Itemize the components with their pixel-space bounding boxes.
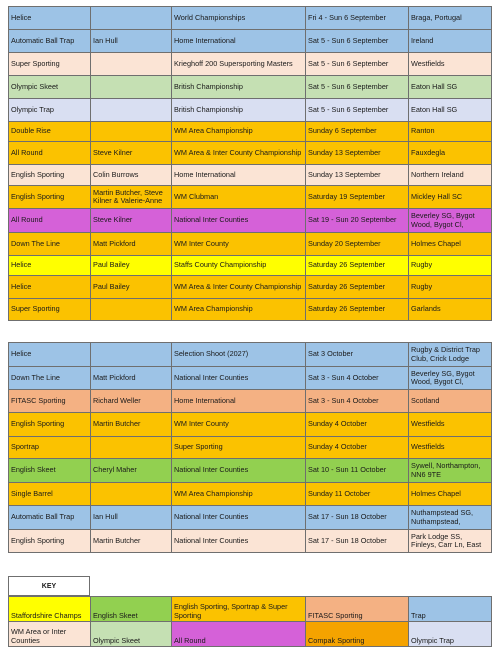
venue-cell: Westfields: [409, 413, 492, 437]
date-cell: Sunday 11 October: [306, 483, 409, 506]
discipline-cell: Sportrap: [9, 437, 91, 459]
key-swatch-label: English Sporting, Sportrap & Super Sporting: [172, 597, 306, 622]
venue-cell: Mickley Hall SC: [409, 186, 492, 209]
team-member-cell: Ian Hull: [91, 506, 172, 530]
date-cell: Sunday 13 September: [306, 165, 409, 186]
event-cell: Home International: [172, 165, 306, 186]
venue-cell: Park Lodge SS, Finleys, Carr Ln, East: [409, 530, 492, 553]
key-swatch-label: Staffordshire Champs: [9, 597, 91, 622]
event-cell: WM Area Championship: [172, 122, 306, 142]
team-member-cell: Richard Weller: [91, 390, 172, 413]
discipline-cell: Down The Line: [9, 233, 91, 256]
venue-cell: Nuthampstead SG, Nuthampstead,: [409, 506, 492, 530]
discipline-cell: Olympic Trap: [9, 99, 91, 122]
event-cell: WM Area Championship: [172, 483, 306, 506]
date-cell: Sat 5 - Sun 6 September: [306, 53, 409, 76]
date-cell: Sunday 4 October: [306, 437, 409, 459]
fixture-row: [9, 53, 492, 76]
team-member-cell: Cheryl Maher: [91, 459, 172, 483]
venue-cell: Beverley SG, Bygot Wood, Bygot Cl,: [409, 209, 492, 233]
team-member-cell: [91, 7, 172, 30]
team-member-cell: Colin Burrows: [91, 165, 172, 186]
fixture-row: [9, 7, 492, 30]
team-member-cell: Paul Bailey: [91, 276, 172, 299]
fixture-row: [9, 233, 492, 256]
fixture-row: [9, 142, 492, 165]
key-row: [9, 597, 492, 622]
discipline-cell: FITASC Sporting: [9, 390, 91, 413]
date-cell: Sat 17 - Sun 18 October: [306, 506, 409, 530]
fixture-row: [9, 437, 492, 459]
discipline-cell: Helice: [9, 343, 91, 367]
venue-cell: Ireland: [409, 30, 492, 53]
date-cell: Sat 3 - Sun 4 October: [306, 367, 409, 390]
event-cell: British Championship: [172, 76, 306, 99]
fixture-row: [9, 99, 492, 122]
date-cell: Sat 5 - Sun 6 September: [306, 30, 409, 53]
fixture-row: [9, 186, 492, 209]
discipline-cell: Double Rise: [9, 122, 91, 142]
fixtures-table-october: [8, 342, 492, 553]
fixture-row: [9, 390, 492, 413]
team-member-cell: Matt Pickford: [91, 233, 172, 256]
team-member-cell: Martin Butcher: [91, 530, 172, 553]
fixtures-table-october-body: [9, 343, 492, 553]
discipline-cell: Automatic Ball Trap: [9, 30, 91, 53]
discipline-cell: English Sporting: [9, 530, 91, 553]
fixture-row: [9, 506, 492, 530]
date-cell: Sunday 6 September: [306, 122, 409, 142]
discipline-cell: Olympic Skeet: [9, 76, 91, 99]
fixture-row: [9, 122, 492, 142]
discipline-cell: Automatic Ball Trap: [9, 506, 91, 530]
team-member-cell: [91, 483, 172, 506]
fixture-row: [9, 30, 492, 53]
team-member-cell: Steve Kilner: [91, 209, 172, 233]
date-cell: Sat 17 - Sun 18 October: [306, 530, 409, 553]
venue-cell: Beverley SG, Bygot Wood, Bygot Cl,: [409, 367, 492, 390]
team-member-cell: Matt Pickford: [91, 367, 172, 390]
fixture-row: [9, 459, 492, 483]
key-swatch-label: WM Area or Inter Counties: [9, 622, 91, 647]
date-cell: Sunday 13 September: [306, 142, 409, 165]
fixture-row: [9, 165, 492, 186]
team-member-cell: [91, 53, 172, 76]
venue-cell: Eaton Hall SG: [409, 99, 492, 122]
event-cell: WM Inter County: [172, 233, 306, 256]
fixture-row: [9, 76, 492, 99]
date-cell: Sat 5 - Sun 6 September: [306, 99, 409, 122]
key-swatch-label: Olympic Skeet: [91, 622, 172, 647]
event-cell: Super Sporting: [172, 437, 306, 459]
fixture-row: [9, 343, 492, 367]
key-swatch-label: Olympic Trap: [409, 622, 492, 647]
key-swatch-label: Compak Sporting: [306, 622, 409, 647]
team-member-cell: [91, 343, 172, 367]
venue-cell: Westfields: [409, 53, 492, 76]
venue-cell: Sywell, Northampton, NN6 9TE: [409, 459, 492, 483]
key-swatch-label: FITASC Sporting: [306, 597, 409, 622]
team-member-cell: [91, 122, 172, 142]
key-title: KEY: [8, 576, 90, 596]
date-cell: Sat 3 October: [306, 343, 409, 367]
fixtures-table-september-body: [9, 7, 492, 321]
event-cell: World Championships: [172, 7, 306, 30]
fixture-row: [9, 276, 492, 299]
date-cell: Sat 19 - Sun 20 September: [306, 209, 409, 233]
fixture-row: [9, 413, 492, 437]
date-cell: Sat 3 - Sun 4 October: [306, 390, 409, 413]
venue-cell: Scotland: [409, 390, 492, 413]
discipline-cell: Single Barrel: [9, 483, 91, 506]
team-member-cell: Martin Butcher: [91, 413, 172, 437]
key-swatch-label: English Skeet: [91, 597, 172, 622]
event-cell: Krieghoff 200 Supersporting Masters: [172, 53, 306, 76]
event-cell: Staffs County Championship: [172, 256, 306, 276]
event-cell: WM Area Championship: [172, 299, 306, 321]
event-cell: Selection Shoot (2027): [172, 343, 306, 367]
date-cell: Fri 4 - Sun 6 September: [306, 7, 409, 30]
event-cell: Home International: [172, 30, 306, 53]
date-cell: Saturday 19 September: [306, 186, 409, 209]
venue-cell: Ranton: [409, 122, 492, 142]
fixture-row: [9, 209, 492, 233]
discipline-cell: English Sporting: [9, 186, 91, 209]
discipline-cell: English Sporting: [9, 413, 91, 437]
date-cell: Sunday 20 September: [306, 233, 409, 256]
team-member-cell: Martin Butcher, Steve Kilner & Valerie-Anne: [91, 186, 172, 209]
key-swatch-label: All Round: [172, 622, 306, 647]
event-cell: British Championship: [172, 99, 306, 122]
date-cell: Saturday 26 September: [306, 299, 409, 321]
venue-cell: Fauxdegla: [409, 142, 492, 165]
fixture-row: [9, 530, 492, 553]
key-row: [9, 622, 492, 647]
venue-cell: Eaton Hall SG: [409, 76, 492, 99]
fixture-row: [9, 367, 492, 390]
team-member-cell: [91, 437, 172, 459]
discipline-cell: Super Sporting: [9, 299, 91, 321]
date-cell: Sunday 4 October: [306, 413, 409, 437]
fixture-row: [9, 483, 492, 506]
team-member-cell: [91, 299, 172, 321]
venue-cell: Rugby: [409, 256, 492, 276]
team-member-cell: [91, 76, 172, 99]
team-member-cell: [91, 99, 172, 122]
event-cell: Home International: [172, 390, 306, 413]
date-cell: Saturday 26 September: [306, 276, 409, 299]
discipline-cell: Super Sporting: [9, 53, 91, 76]
discipline-cell: Helice: [9, 276, 91, 299]
venue-cell: Braga, Portugal: [409, 7, 492, 30]
discipline-cell: English Sporting: [9, 165, 91, 186]
discipline-cell: Helice: [9, 256, 91, 276]
fixtures-table-september: [8, 6, 492, 321]
event-cell: National Inter Counties: [172, 209, 306, 233]
discipline-cell: English Skeet: [9, 459, 91, 483]
venue-cell: Rugby: [409, 276, 492, 299]
venue-cell: Holmes Chapel: [409, 233, 492, 256]
team-member-cell: Paul Bailey: [91, 256, 172, 276]
venue-cell: Holmes Chapel: [409, 483, 492, 506]
event-cell: WM Inter County: [172, 413, 306, 437]
team-member-cell: Ian Hull: [91, 30, 172, 53]
discipline-cell: All Round: [9, 209, 91, 233]
event-cell: WM Area & Inter County Championship: [172, 142, 306, 165]
venue-cell: Rugby & District Trap Club, Crick Lodge: [409, 343, 492, 367]
venue-cell: Garlands: [409, 299, 492, 321]
venue-cell: Westfields: [409, 437, 492, 459]
colour-key-body: [9, 597, 492, 647]
key-swatch-label: Trap: [409, 597, 492, 622]
event-cell: National Inter Counties: [172, 530, 306, 553]
event-cell: WM Area & Inter County Championship: [172, 276, 306, 299]
date-cell: Saturday 26 September: [306, 256, 409, 276]
date-cell: Sat 10 - Sun 11 October: [306, 459, 409, 483]
discipline-cell: Down The Line: [9, 367, 91, 390]
event-cell: National Inter Counties: [172, 459, 306, 483]
venue-cell: Northern Ireland: [409, 165, 492, 186]
event-cell: National Inter Counties: [172, 506, 306, 530]
date-cell: Sat 5 - Sun 6 September: [306, 76, 409, 99]
event-cell: WM Clubman: [172, 186, 306, 209]
discipline-cell: All Round: [9, 142, 91, 165]
event-cell: National Inter Counties: [172, 367, 306, 390]
team-member-cell: Steve Kilner: [91, 142, 172, 165]
discipline-cell: Helice: [9, 7, 91, 30]
colour-key-table: [8, 596, 492, 647]
fixture-row: [9, 256, 492, 276]
fixture-row: [9, 299, 492, 321]
